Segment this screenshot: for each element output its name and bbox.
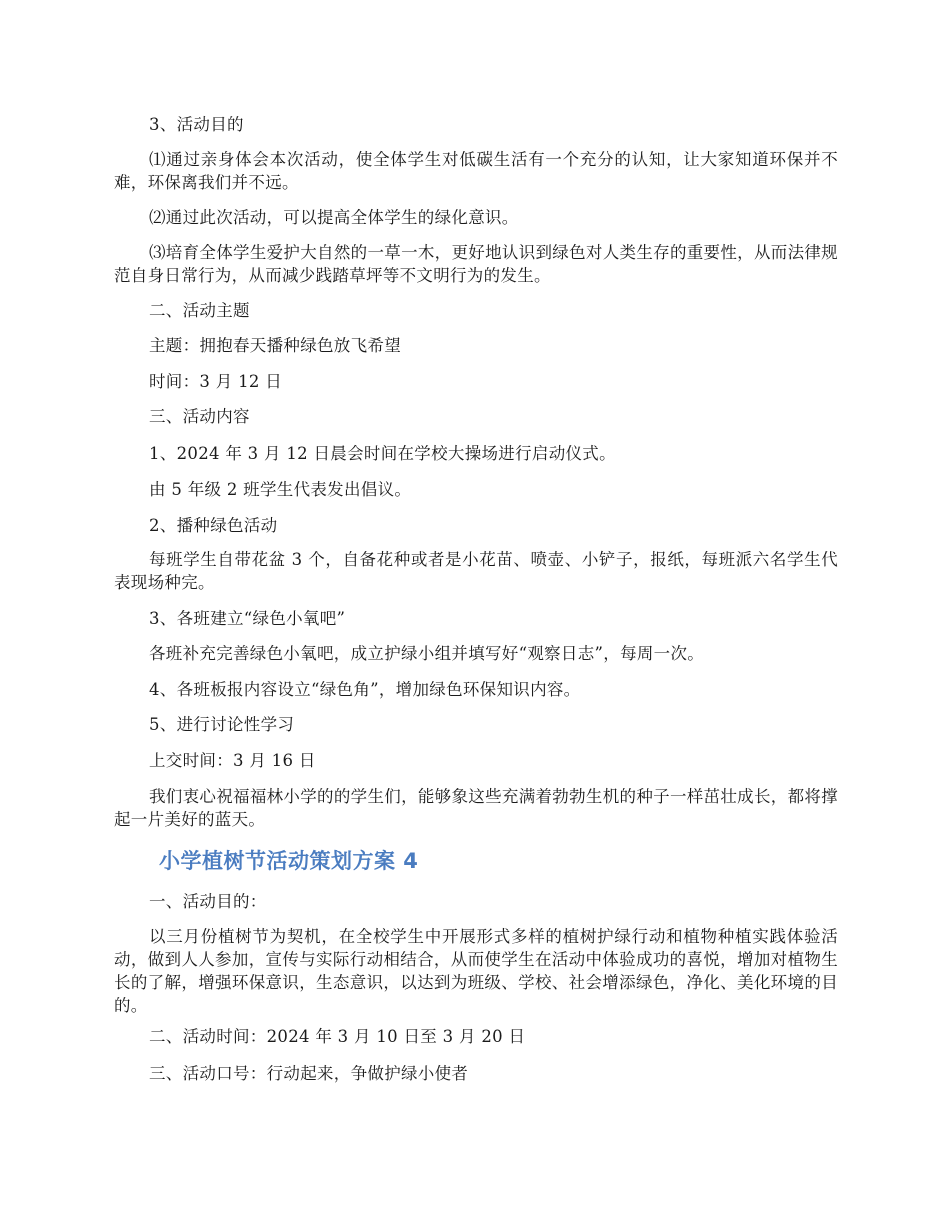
content-item-4: 4、各班板报内容设立“绿色角”，增加绿色环保知识内容。 [149,680,581,699]
content-item-5: 5、进行讨论性学习 [149,715,295,734]
content-item-3: 3、各班建立“绿色小氧吧” [149,609,346,628]
content-item-2-detail: 每班学生自带花盆 3 个，自备花种或者是小花苗、喷壶、小铲子，报纸，每班派六名学生代表现场种完。 [114,550,838,592]
goal-item-2: ⑵通过此次活动，可以提高全体学生的绿化意识。 [149,208,519,227]
plan-slogan: 三、活动口号：行动起来，争做护绿小使者 [149,1064,469,1083]
content-item-3-detail: 各班补充完善绿色小氧吧，成立护绿小组并填写好“观察日志”，每周一次。 [149,644,705,663]
goal-item-1: ⑴通过亲身体会本次活动，使全体学生对低碳生活有一个充分的认知，让大家知道环保并不难，环保离我们并不远。 [114,150,838,192]
submit-time: 上交时间：3 月 16 日 [149,751,316,770]
content-heading: 三、活动内容 [149,407,250,426]
plan-goal-heading: 一、活动目的： [149,892,267,911]
goal-item-3: ⑶培育全体学生爱护大自然的一草一木，更好地认识到绿色对人类生存的重要性，从而法律规范自身日常行为，从而减少践踏草坪等不文明行为的发生。 [114,243,838,285]
content-item-2: 2、播种绿色活动 [149,516,278,535]
goal-heading: 3、活动目的 [149,115,244,134]
plan-title: 小学植树节活动策划方案 4 [159,849,419,873]
content-item-1: 1、2024 年 3 月 12 日晨会时间在学校大操场进行启动仪式。 [149,444,616,463]
closing-paragraph: 我们衷心祝福福林小学的的学生们，能够象这些充满着勃勃生机的种子一样茁壮成长，都将撑起一片美好的蓝天。 [114,787,838,829]
content-item-1-detail: 由 5 年级 2 班学生代表发出倡议。 [149,480,412,499]
plan-goal-text: 以三月份植树节为契机，在全校学生中开展形式多样的植树护绿行动和植物种植实践体验活动，做到人人参加，宣传与实际行动相结合，从而使学生在活动中体验成功的喜悦，增加对植物生长的了解，增强环保意识，生态意识，以达到为班级、学校、社会增添绿色，净化、美化环境的目的。 [114,927,838,1015]
theme-heading: 二、活动主题 [149,301,250,320]
time-text: 时间：3 月 12 日 [149,372,283,391]
theme-text: 主题：拥抱春天播种绿色放飞希望 [149,336,401,355]
plan-time: 二、活动时间：2024 年 3 月 10 日至 3 月 20 日 [149,1027,526,1046]
